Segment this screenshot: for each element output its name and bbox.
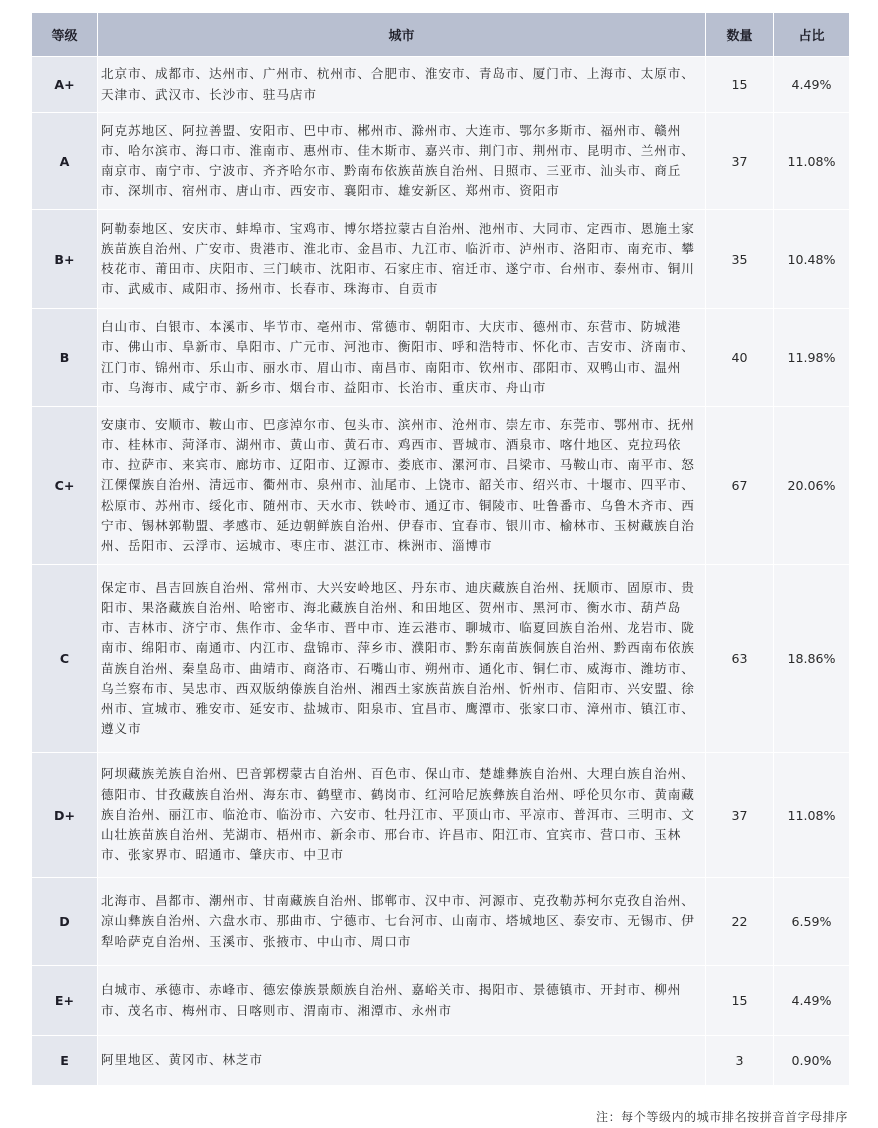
- header-ratio: 占比: [774, 13, 850, 57]
- grade-cell: A+: [32, 57, 98, 113]
- ratio-cell: 10.48%: [774, 210, 850, 309]
- cities-cell: 安康市、安顺市、鞍山市、巴彦淖尔市、包头市、滨州市、沧州市、崇左市、东莞市、鄂州市、抚州市、桂林市、菏泽市、湖州市、黄山市、黄石市、鸡西市、晋城市、酒泉市、喀什地区、克拉玛依市、拉萨市、来宾市、廊坊市、辽阳市、辽源市、娄底市、漯河市、吕梁市、马鞍山市、南平市、怒江傈僳族自治州、清远市、衢州市、泉州市、汕尾市、上饶市、韶关市、绍兴市、十堰市、四平市、松原市、苏州市、绥化市、随州市、天水市、铁岭市、通辽市、铜陵市、吐鲁番市、乌鲁木齐市、西宁市、锡林郭勒盟、孝感市、延边朝鲜族自治州、伊春市、宜春市、银川市、榆林市、玉树藏族自治州、岳阳市、云浮市、运城市、枣庄市、湛江市、株洲市、淄博市: [98, 407, 706, 565]
- table-row: [32, 210, 850, 309]
- table-row: [32, 309, 850, 407]
- cities-cell: 阿里地区、黄冈市、林芝市: [98, 1036, 706, 1086]
- grade-cell: A: [32, 113, 98, 210]
- table-row: [32, 565, 850, 753]
- table-row: [32, 966, 850, 1036]
- grade-cell: B: [32, 309, 98, 407]
- table-row: [32, 57, 850, 113]
- ratio-cell: 11.98%: [774, 309, 850, 407]
- cities-cell: 保定市、昌吉回族自治州、常州市、大兴安岭地区、丹东市、迪庆藏族自治州、抚顺市、固原市、贵阳市、果洛藏族自治州、哈密市、海北藏族自治州、和田地区、贺州市、黑河市、衡水市、葫芦岛市、吉林市、济宁市、焦作市、金华市、晋中市、连云港市、聊城市、临夏回族自治州、龙岩市、陇南市、绵阳市、南通市、内江市、盘锦市、萍乡市、濮阳市、黔东南苗族侗族自治州、黔西南布依族苗族自治州、秦皇岛市、曲靖市、商洛市、石嘴山市、朔州市、通化市、铜仁市、威海市、潍坊市、乌兰察布市、吴忠市、西双版纳傣族自治州、湘西土家族苗族自治州、忻州市、信阳市、兴安盟、徐州市、宣城市、雅安市、延安市、盐城市、阳泉市、宜昌市、鹰潭市、张家口市、漳州市、镇江市、遵义市: [98, 565, 706, 753]
- ratio-cell: 18.86%: [774, 565, 850, 753]
- count-cell: 67: [706, 407, 774, 565]
- cities-cell: 白城市、承德市、赤峰市、德宏傣族景颇族自治州、嘉峪关市、揭阳市、景德镇市、开封市、柳州市、茂名市、梅州市、日喀则市、渭南市、湘潭市、永州市: [98, 966, 706, 1036]
- city-grade-table-container: [31, 12, 849, 1086]
- table-row: [32, 878, 850, 966]
- ratio-cell: 11.08%: [774, 113, 850, 210]
- ratio-cell: 20.06%: [774, 407, 850, 565]
- count-cell: 22: [706, 878, 774, 966]
- ratio-cell: 11.08%: [774, 753, 850, 878]
- grade-cell: C: [32, 565, 98, 753]
- cities-cell: 白山市、白银市、本溪市、毕节市、亳州市、常德市、朝阳市、大庆市、德州市、东营市、防城港市、佛山市、阜新市、阜阳市、广元市、河池市、衡阳市、呼和浩特市、怀化市、吉安市、济南市、江门市、锦州市、乐山市、丽水市、眉山市、南昌市、南阳市、钦州市、邵阳市、双鸭山市、温州市、乌海市、咸宁市、新乡市、烟台市、益阳市、长治市、重庆市、舟山市: [98, 309, 706, 407]
- table-row: [32, 113, 850, 210]
- ratio-cell: 4.49%: [774, 966, 850, 1036]
- table-header-row: [32, 13, 850, 57]
- count-cell: 35: [706, 210, 774, 309]
- ratio-cell: 0.90%: [774, 1036, 850, 1086]
- header-count: 数量: [706, 13, 774, 57]
- table-row: [32, 1036, 850, 1086]
- header-city: 城市: [98, 13, 706, 57]
- count-cell: 15: [706, 57, 774, 113]
- ratio-cell: 4.49%: [774, 57, 850, 113]
- cities-cell: 阿坝藏族羌族自治州、巴音郭楞蒙古自治州、百色市、保山市、楚雄彝族自治州、大理白族自治州、德阳市、甘孜藏族自治州、海东市、鹤壁市、鹤岗市、红河哈尼族彝族自治州、呼伦贝尔市、黄南藏族自治州、丽江市、临沧市、临汾市、六安市、牡丹江市、平顶山市、平凉市、普洱市、三明市、文山壮族苗族自治州、芜湖市、梧州市、新余市、邢台市、许昌市、阳江市、宜宾市、营口市、玉林市、张家界市、昭通市、肇庆市、中卫市: [98, 753, 706, 878]
- grade-cell: B+: [32, 210, 98, 309]
- grade-cell: E: [32, 1036, 98, 1086]
- count-cell: 3: [706, 1036, 774, 1086]
- count-cell: 37: [706, 753, 774, 878]
- table-row: [32, 753, 850, 878]
- cities-cell: 北海市、昌都市、潮州市、甘南藏族自治州、邯郸市、汉中市、河源市、克孜勒苏柯尔克孜自治州、凉山彝族自治州、六盘水市、那曲市、宁德市、七台河市、山南市、塔城地区、泰安市、无锡市、伊犁哈萨克自治州、玉溪市、张掖市、中山市、周口市: [98, 878, 706, 966]
- cities-cell: 北京市、成都市、达州市、广州市、杭州市、合肥市、淮安市、青岛市、厦门市、上海市、太原市、天津市、武汉市、长沙市、驻马店市: [98, 57, 706, 113]
- grade-cell: D: [32, 878, 98, 966]
- ratio-cell: 6.59%: [774, 878, 850, 966]
- grade-cell: E+: [32, 966, 98, 1036]
- grade-cell: C+: [32, 407, 98, 565]
- count-cell: 40: [706, 309, 774, 407]
- count-cell: 15: [706, 966, 774, 1036]
- count-cell: 37: [706, 113, 774, 210]
- footnote: 注：每个等级内的城市排名按拼音首字母排序: [595, 1110, 848, 1124]
- header-grade: 等级: [32, 13, 98, 57]
- cities-cell: 阿克苏地区、阿拉善盟、安阳市、巴中市、郴州市、滁州市、大连市、鄂尔多斯市、福州市、赣州市、哈尔滨市、海口市、淮南市、惠州市、佳木斯市、嘉兴市、荆门市、荆州市、昆明市、兰州市、南京市、南宁市、宁波市、齐齐哈尔市、黔南布依族苗族自治州、日照市、三亚市、汕头市、商丘市、深圳市、宿州市、唐山市、西安市、襄阳市、雄安新区、郑州市、资阳市: [98, 113, 706, 210]
- table-row: [32, 407, 850, 565]
- city-grade-table: [31, 12, 850, 1086]
- count-cell: 63: [706, 565, 774, 753]
- grade-cell: D+: [32, 753, 98, 878]
- cities-cell: 阿勒泰地区、安庆市、蚌埠市、宝鸡市、博尔塔拉蒙古自治州、池州市、大同市、定西市、恩施土家族苗族自治州、广安市、贵港市、淮北市、金昌市、九江市、临沂市、泸州市、洛阳市、南充市、攀枝花市、莆田市、庆阳市、三门峡市、沈阳市、石家庄市、宿迁市、遂宁市、台州市、泰州市、铜川市、武威市、咸阳市、扬州市、长春市、珠海市、自贡市: [98, 210, 706, 309]
